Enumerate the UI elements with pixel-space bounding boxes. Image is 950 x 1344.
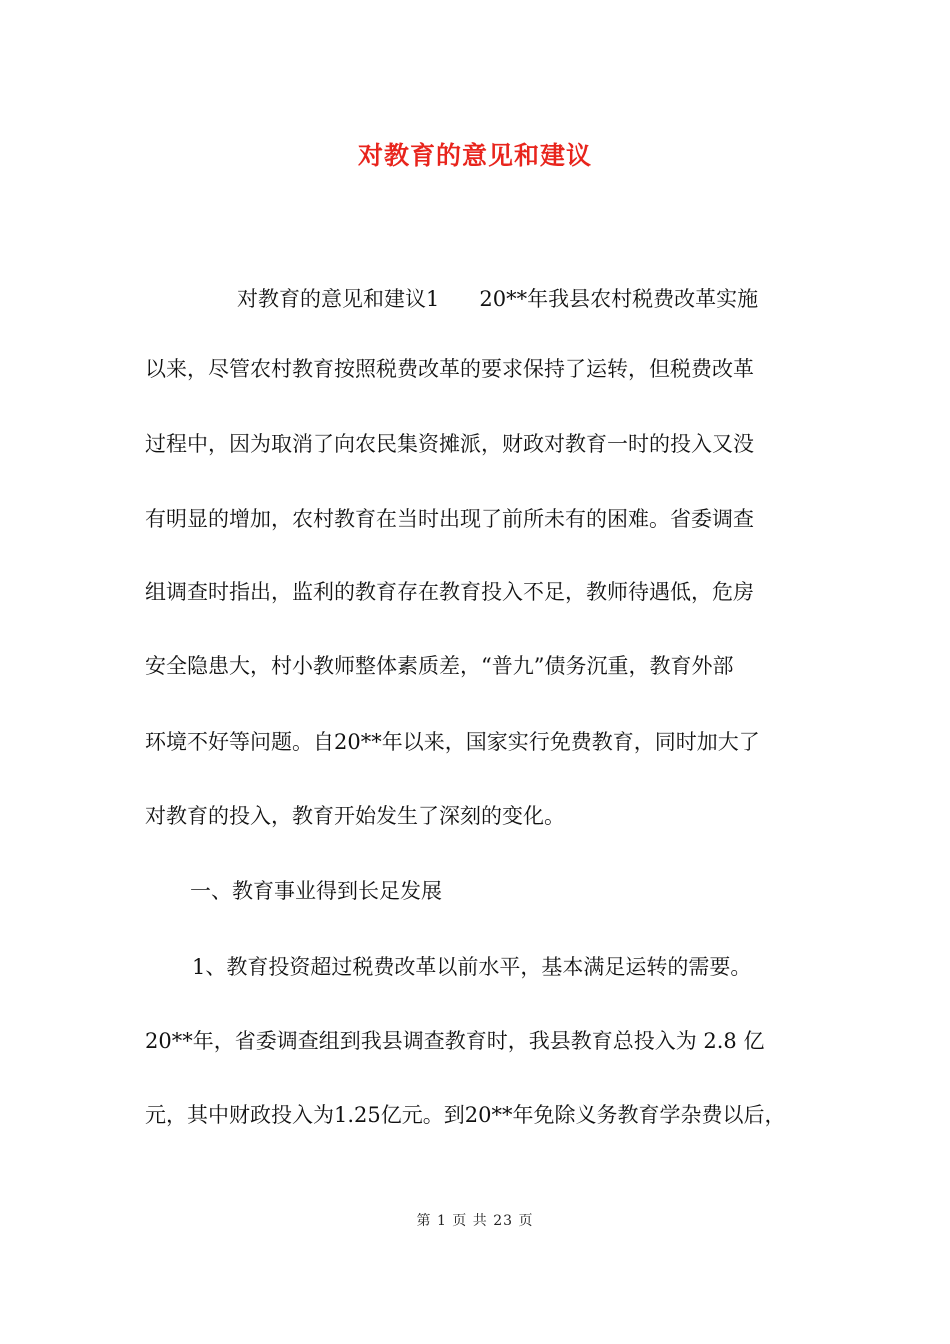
paragraph-line: 组调查时指出，监利的教育存在教育投入不足，教师待遇低，危房 (145, 580, 754, 604)
paragraph-line (237, 285, 758, 313)
paragraph-line: 安全隐患大，村小教师整体素质差，“普九”债务沉重，教育外部 (145, 654, 734, 678)
page-number: 第 1 页 共 23 页 (416, 1213, 534, 1229)
document-title: 对教育的意见和建议 (357, 141, 592, 170)
paragraph-line: 元，其中财政投入为1.25亿元。到20**年免除义务教育学杂费以后， (145, 1103, 786, 1127)
paragraph-line: 环境不好等问题。自20**年以来，国家实行免费教育，同时加大了 (145, 730, 760, 754)
section-heading: 一、教育事业得到长足发展 (190, 879, 442, 903)
paragraph-line: 有明显的增加，农村教育在当时出现了前所未有的困难。省委调查 (145, 507, 754, 531)
paragraph-line: 以来，尽管农村教育按照税费改革的要求保持了运转，但税费改革 (145, 357, 754, 381)
paragraph-line: 对教育的投入，教育开始发生了深刻的变化。 (145, 804, 565, 828)
paragraph-line: 过程中，因为取消了向农民集资摊派，财政对教育一时的投入又没 (145, 432, 754, 456)
paragraph-text: 20**年我县农村税费改革实施 (479, 287, 759, 311)
section-heading-inline: 对教育的意见和建议1 (237, 287, 440, 311)
subsection-heading: 1、教育投资超过税费改革以前水平，基本满足运转的需要。 (192, 955, 752, 979)
paragraph-line: 20**年，省委调查组到我县调查教育时，我县教育总投入为 2.8 亿 (145, 1029, 765, 1053)
